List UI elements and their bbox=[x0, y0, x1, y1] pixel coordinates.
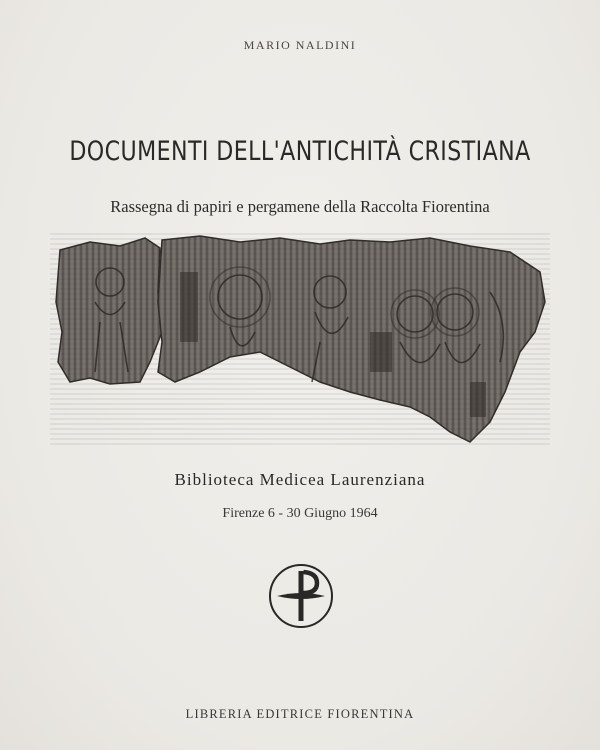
author-name: MARIO NALDINI bbox=[243, 38, 357, 52]
library-name: Biblioteca Medicea Laurenziana bbox=[174, 470, 426, 489]
chi-rho-cross-icon bbox=[268, 563, 334, 629]
papyrus-fragment-illustration bbox=[50, 232, 550, 447]
book-subtitle: Rassegna di papiri e pergamene della Raccolta Fiorentina bbox=[110, 197, 490, 216]
publisher-name: LIBRERIA EDITRICE FIORENTINA bbox=[185, 707, 415, 721]
exhibition-dates: Firenze 6 - 30 Giugno 1964 bbox=[222, 506, 378, 521]
book-title: DOCUMENTI DELL'ANTICHITÀ CRISTIANA bbox=[69, 136, 531, 167]
